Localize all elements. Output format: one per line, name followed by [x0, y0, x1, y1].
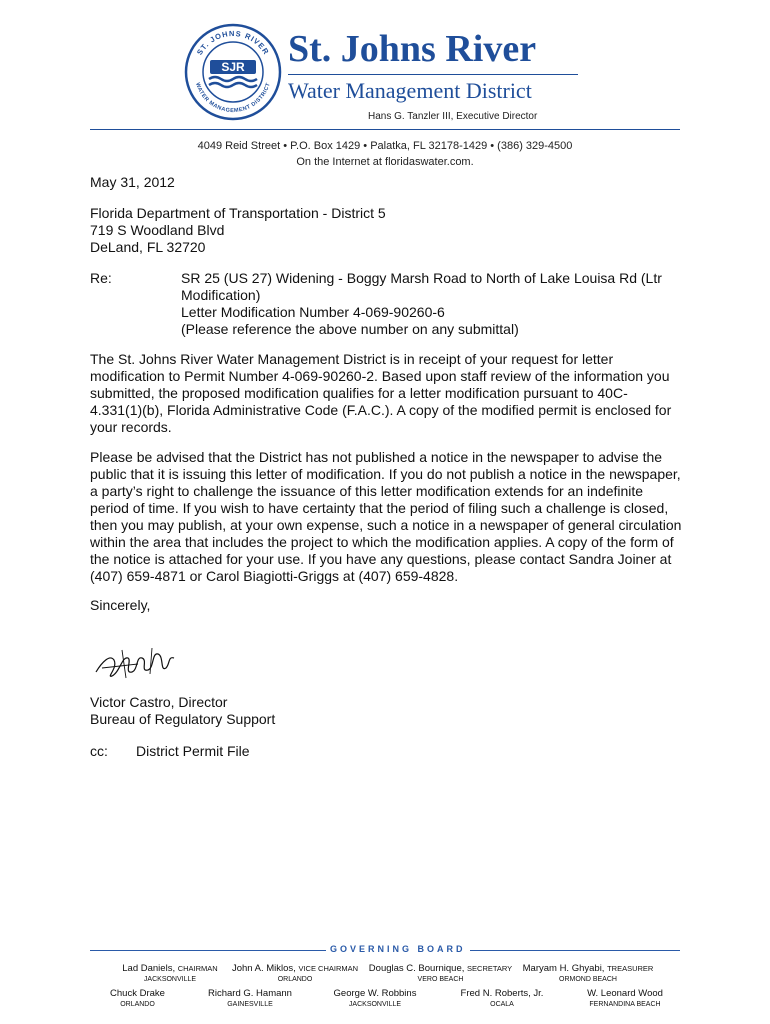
paragraph-line: Please be advised that the District has not published a notice in the newspaper to advise the	[90, 449, 663, 465]
org-divider	[288, 74, 578, 75]
member-role: SECRETARY	[467, 964, 513, 973]
board-member	[368, 963, 513, 985]
board-member	[200, 988, 300, 1010]
paragraph-line: then you may publish, at your own expense, such a notice in a newspaper of general circulation	[90, 517, 682, 533]
member-name: John A. Miklos,	[231, 963, 296, 974]
member-name: Richard G. Hamann	[208, 988, 292, 999]
paragraph-line: The St. Johns River Water Management District is in receipt of your request for letter	[90, 351, 614, 367]
member-city: VERO BEACH	[417, 976, 464, 983]
recipient-block	[90, 205, 386, 256]
board-member	[90, 988, 185, 1010]
svg-text:SJR: SJR	[221, 60, 245, 74]
letter-date: May 31, 2012	[90, 174, 175, 190]
re-line: (Please reference the above number on any submittal)	[181, 321, 519, 337]
cc-value: District Permit File	[136, 743, 250, 759]
signature-icon	[92, 642, 182, 687]
paragraph-line: public that it is issuing this letter of modification. If you do not publish a notice in the newspaper,	[90, 466, 681, 482]
paragraph-line: submitted, the proposed modification qualifies for a letter modification pursuant to 40C-	[90, 385, 628, 401]
member-city: ORMOND BEACH	[559, 976, 617, 983]
signature	[92, 642, 182, 687]
org-name: St. Johns River	[288, 28, 537, 70]
recipient-line: DeLand, FL 32720	[90, 239, 206, 255]
signer-title: Bureau of Regulatory Support	[90, 711, 276, 727]
member-name: Fred N. Roberts, Jr.	[460, 988, 544, 999]
member-name: George W. Robbins	[333, 988, 417, 999]
member-city: FERNANDINA BEACH	[589, 1001, 661, 1008]
paragraph-line: (407) 659-4871 or Carol Biagiotti-Griggs at (407) 659-4828.	[90, 568, 459, 584]
recipient-line: 719 S Woodland Blvd	[90, 222, 225, 238]
paragraph-1	[90, 351, 671, 436]
signer-name: Victor Castro, Director	[90, 694, 228, 710]
district-logo	[183, 22, 283, 122]
closing: Sincerely,	[90, 597, 151, 613]
address-line: 4049 Reid Street • P.O. Box 1429 • Palatka, FL 32178-1429 • (386) 329-4500	[197, 140, 573, 152]
member-name: Douglas C. Bournique,	[368, 963, 465, 974]
member-city: GAINESVILLE	[227, 1001, 273, 1008]
paragraph-line: 4.331(1)(b), Florida Administrative Code (F.A.C.). A copy of the modified permit is enclosed for	[90, 402, 672, 418]
member-role: TREASURER	[607, 964, 654, 973]
member-city: JACKSONVILLE	[348, 1001, 402, 1008]
member-role: VICE CHAIRMAN	[298, 964, 359, 973]
member-role: CHAIRMAN	[177, 964, 218, 973]
paragraph-line: period of time. If you wish to have certainty that the period of filing such a challenge is closed,	[90, 500, 669, 516]
paragraph-line: your records.	[90, 419, 172, 435]
re-line: SR 25 (US 27) Widening - Boggy Marsh Road to North of Lake Louisa Rd (Ltr	[181, 270, 662, 286]
web-line: On the Internet at floridaswater.com.	[296, 156, 474, 168]
signer-block	[90, 694, 275, 728]
board-member	[230, 963, 360, 985]
member-name: Chuck Drake	[110, 988, 165, 999]
board-member	[105, 963, 235, 985]
member-city: OCALA	[490, 1001, 514, 1008]
svg-text:ST. JOHNS RIVER: ST. JOHNS RIVER	[194, 28, 272, 57]
board-member	[575, 988, 675, 1010]
paragraph-2	[90, 449, 681, 585]
member-city: ORLANDO	[120, 1001, 155, 1008]
recipient-line: Florida Department of Transportation - District 5	[90, 205, 386, 221]
member-city: ORLANDO	[277, 976, 313, 983]
paragraph-line: a party’s right to challenge the issuance of this letter modification extends for an indefinite	[90, 483, 644, 499]
member-name: Maryam H. Ghyabi,	[522, 963, 605, 974]
re-label: Re:	[90, 270, 112, 286]
board-label: GOVERNING BOARD	[326, 944, 470, 954]
cc-label: cc:	[90, 743, 108, 759]
re-line: Modification)	[181, 287, 261, 303]
header-divider	[90, 129, 680, 130]
paragraph-line: modification to Permit Number 4-069-90260-2. Based upon staff review of the information you	[90, 368, 670, 384]
board-member	[452, 988, 552, 1010]
re-line: Letter Modification Number 4-069-90260-6	[181, 304, 445, 320]
paragraph-line: the notice is attached for your use. If you have any questions, please contact Sandra Joiner at	[90, 551, 672, 567]
org-subtitle: Water Management District	[288, 78, 532, 103]
member-city: JACKSONVILLE	[143, 976, 197, 983]
board-member	[325, 988, 425, 1010]
member-name: Lad Daniels,	[122, 963, 176, 974]
board-member	[518, 963, 658, 985]
re-block	[181, 270, 662, 338]
seal-icon	[183, 22, 283, 122]
paragraph-line: within the area that includes the project to which the modification applies. A copy of the form of	[90, 534, 674, 550]
svg-text:WATER MANAGEMENT DISTRICT: WATER MANAGEMENT DISTRICT	[194, 81, 272, 115]
member-name: W. Leonard Wood	[587, 988, 663, 999]
executive-director: Hans G. Tanzler III, Executive Director	[368, 111, 538, 122]
